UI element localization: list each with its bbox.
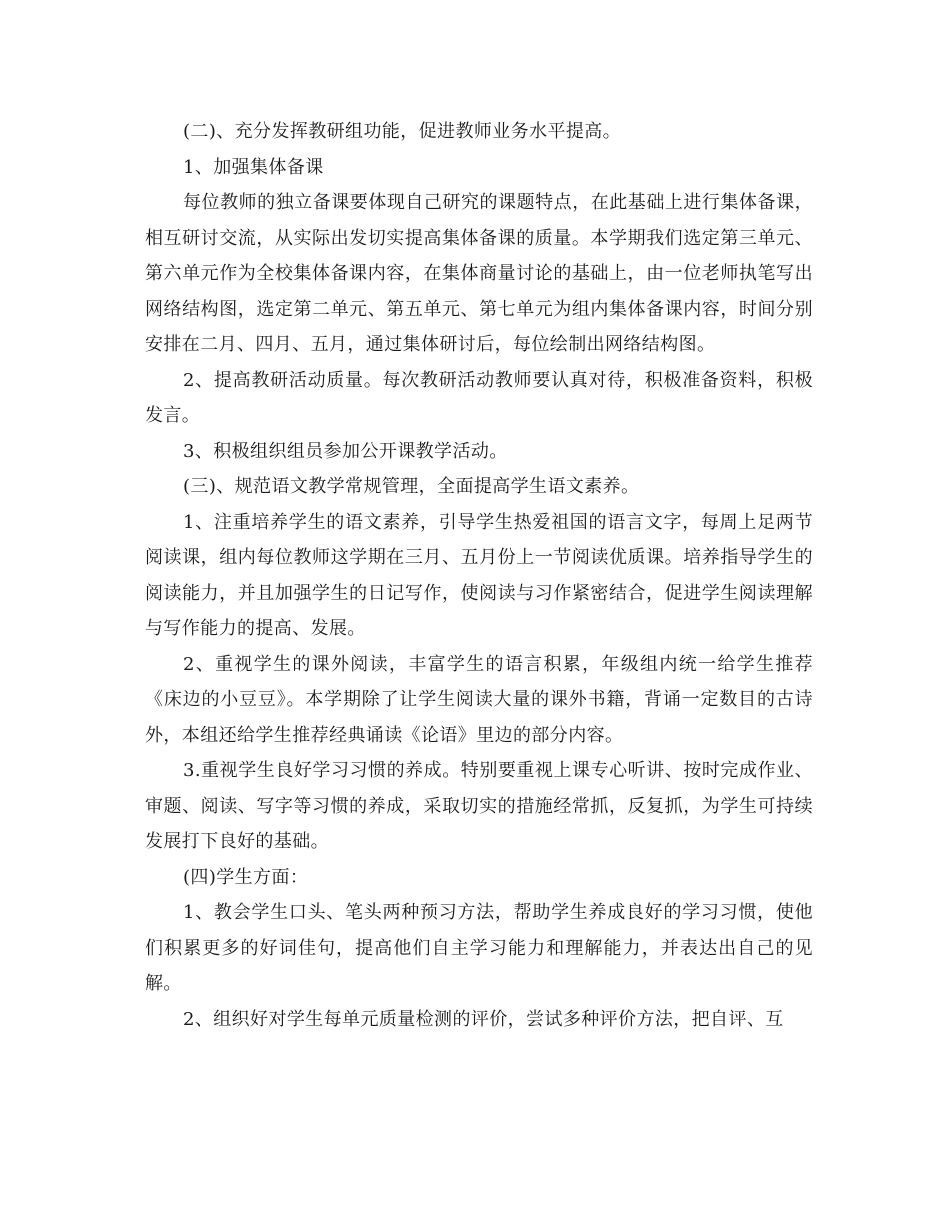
paragraph-collective-lesson-prep: 每位教师的独立备课要体现自己研究的课题特点，在此基础上进行集体备课，相互研讨交流，从实际出发切实提高集体备课的质量。本学期我们选定第三单元、第六单元作为全校集体备课内容，在集体商量讨论的基础上，由一位老师执笔写出网络结构图，选定第二单元、第五单元、第七单元为组内集体备课内容，时间分别安排在二月、四月、五月，通过集体研讨后，每位绘制出网络结构图。 (145, 192, 813, 355)
item-study-habits: 3.重视学生良好学习习惯的养成。特别要重视上课专心听讲、按时完成作业、审题、阅读、写字等习惯的养成，采取切实的措施经常抓，反复抓，为学生可持续发展打下良好的基础。 (145, 760, 813, 852)
item-preview-methods: 1、教会学生口头、笔头两种预习方法，帮助学生养成良好的学习习惯，使他们积累更多的好词佳句，提高他们自主学习能力和理解能力，并表达出自己的见解。 (145, 902, 813, 994)
section-heading-2: (二)、充分发挥教研组功能，促进教师业务水平提高。 (183, 121, 622, 142)
item-extracurricular-reading: 2、重视学生的课外阅读，丰富学生的语言积累，年级组内统一给学生推荐《床边的小豆豆》。本学期除了让学生阅读大量的课外书籍，背诵一定数目的古诗外，本组还给学生推荐经典诵读《论语》里边的部分内容。 (145, 653, 813, 746)
item-open-class: 3、积极组织组员参加公开课教学活动。 (183, 440, 508, 462)
item-research-quality: 2、提高教研活动质量。每次教研活动教师要认真对待，积极准备资料，积极发言。 (145, 369, 813, 426)
item-literacy: 1、注重培养学生的语文素养，引导学生热爱祖国的语言文字，每周上足两节阅读课，组内每位教师这学期在三月、五月份上一节阅读优质课。培养指导学生的阅读能力，并且加强学生的日记写作，使阅读与习作紧密结合，促进学生阅读理解与写作能力的提高、发展。 (145, 511, 813, 639)
item-collective-lesson-prep: 1、加强集体备课 (183, 156, 324, 178)
item-evaluation: 2、组织好对学生每单元质量检测的评价，尝试多种评价方法，把自评、互 (183, 1008, 784, 1030)
document-body (145, 114, 813, 1037)
section-heading-3: (三)、规范语文教学常规管理，全面提高学生语文素养。 (183, 476, 640, 497)
section-heading-4: (四)学生方面： (183, 866, 309, 888)
